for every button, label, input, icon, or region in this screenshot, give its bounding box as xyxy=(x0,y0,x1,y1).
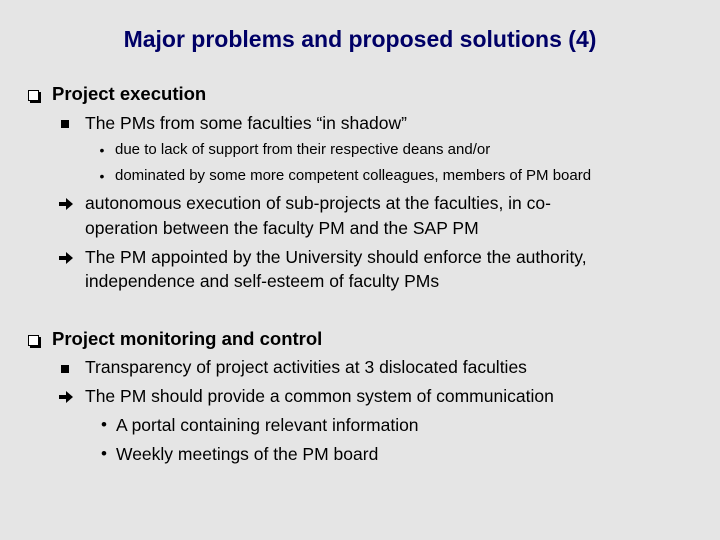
slide-title: Major problems and proposed solutions (4) xyxy=(123,26,597,52)
dot-bullet-icon: • xyxy=(101,415,107,434)
checkbox-square-icon xyxy=(26,88,40,102)
point-transparency: Transparency of project activities at 3 dislocated faculties xyxy=(85,357,527,377)
point-pms-in-shadow: The PMs from some faculties “in shadow” xyxy=(85,113,407,133)
section-heading-monitoring: Project monitoring and control xyxy=(52,328,323,349)
section-heading-project-execution: Project execution xyxy=(52,83,207,104)
dot-bullet-icon: • xyxy=(99,168,105,184)
consequence-line: autonomous execution of sub-projects at the faculties, in co- xyxy=(85,193,551,213)
consequence-line: independence and self-esteem of faculty PMs xyxy=(85,271,440,291)
right-arrow-icon xyxy=(58,390,74,404)
dot-bullet-icon: • xyxy=(101,444,107,463)
checkbox-square-icon xyxy=(26,333,40,347)
consequence-line: The PM should provide a common system of communication xyxy=(85,386,554,406)
consequence-line: operation between the faculty PM and the SAP PM xyxy=(85,218,479,238)
dot-bullet-icon: • xyxy=(99,142,105,158)
right-arrow-icon xyxy=(58,251,74,265)
list-item: A portal containing relevant information xyxy=(116,415,419,435)
list-item: Weekly meetings of the PM board xyxy=(116,444,379,464)
reason-item: dominated by some more competent colleagues, members of PM board xyxy=(115,167,592,184)
reason-item: due to lack of support from their respective deans and/or xyxy=(115,141,491,158)
right-arrow-icon xyxy=(58,197,74,211)
square-bullet-icon xyxy=(60,119,70,129)
square-bullet-icon xyxy=(60,364,70,374)
consequence-line: The PM appointed by the University should enforce the authority, xyxy=(85,247,587,267)
